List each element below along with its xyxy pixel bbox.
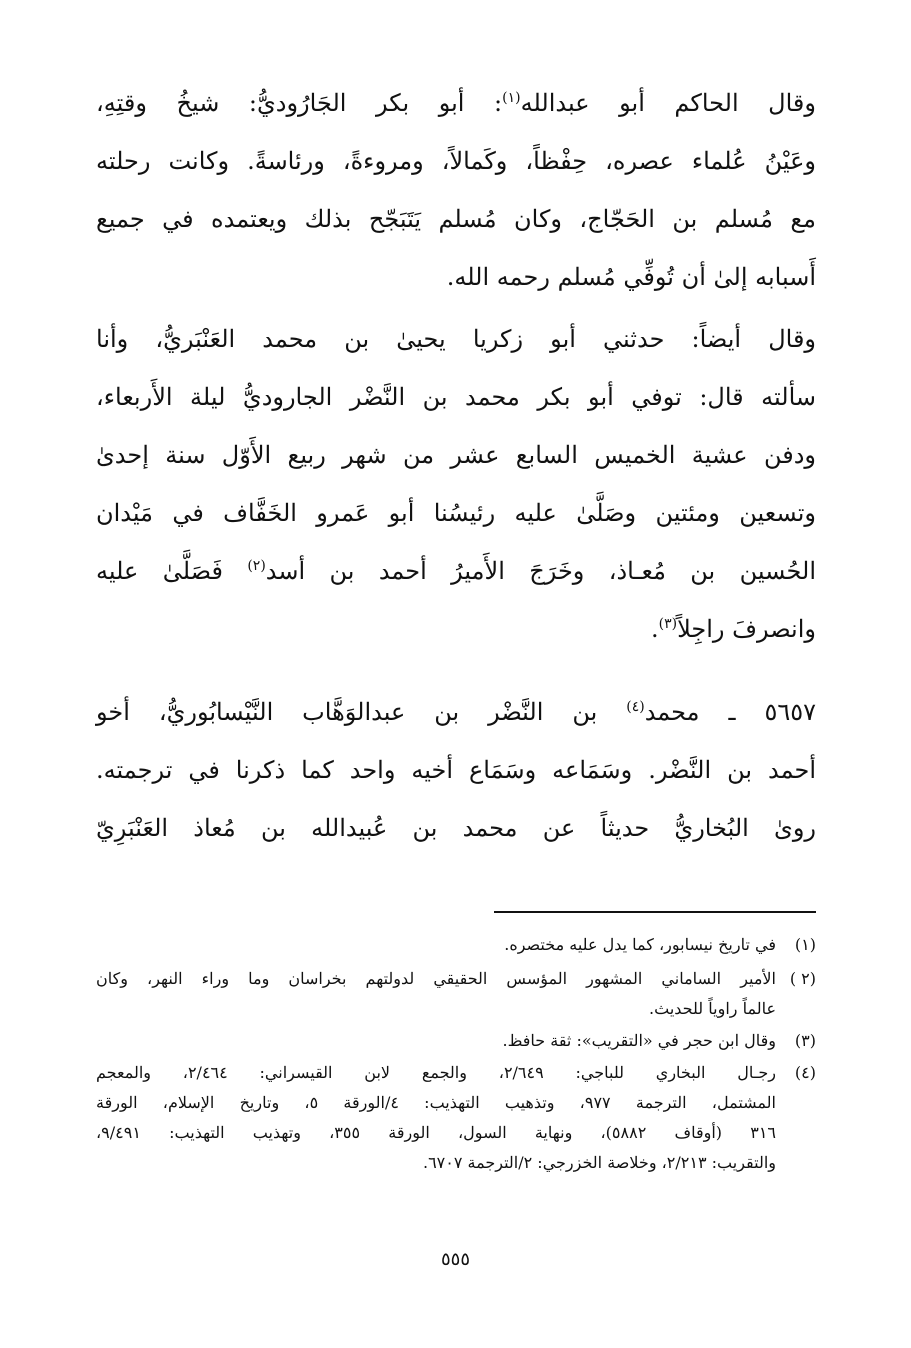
text-segment: ٥٦٥٧ ـ محمد — [644, 698, 817, 726]
footnote-text-line: وقال ابن حجر في «التقريب»: ثقة حافظ. — [502, 1031, 776, 1050]
footnote-text-line: والتقريب: ٢/٢١٣، وخلاصة الخزرجي: ٢/الترجمة ٦٧٠٧. — [422, 1153, 776, 1172]
footnote-1 — [96, 930, 816, 960]
footnote-divider — [494, 911, 816, 913]
footnote-ref-2[interactable]: (٢) — [247, 558, 266, 574]
page-number: ٥٥٥ — [440, 1249, 470, 1270]
footnote-2 — [96, 964, 816, 1024]
footnotes — [96, 930, 816, 1178]
footnote-ref-1[interactable]: (١) — [502, 90, 521, 106]
text-line — [96, 74, 816, 132]
footnote-number: (٤) — [794, 1063, 816, 1082]
text-line: مع مُسلم بن الحَجّاج، وكان مُسلم يَتَبَجّح بذلك ويعتمده في جميع — [96, 205, 816, 233]
text-segment: : أبو بكر الجَارُوديُّ: شيخُ وقتِهِ، — [96, 89, 503, 117]
text-segment: الحُسين بن مُعـاذ، وخَرَجَ الأَميرُ أحمد بن أسد — [265, 557, 816, 585]
text-line — [96, 600, 816, 658]
footnote-3 — [96, 1026, 816, 1056]
paragraph-al-hakim-quote — [96, 74, 816, 306]
text-line: أَسبابه إلىٰ أن تُوفِّي مُسلم رحمه الله. — [446, 263, 816, 291]
footnote-4 — [96, 1058, 816, 1178]
text-line: سألته قال: توفي أبو بكر محمد بن النَّضْر الجاروديُّ ليلة الأَربعاء، — [96, 383, 816, 411]
text-line: روىٰ البُخاريُّ حديثاً عن محمد بن عُبيدالله بن مُعاذ العَنْبَرِيّ — [96, 814, 816, 842]
entry-5657 — [96, 683, 816, 857]
footnote-number: (٢ ) — [789, 969, 816, 988]
footnote-number: (٣) — [794, 1031, 816, 1050]
text-segment: . — [650, 615, 659, 643]
text-line: وقال أيضاً: حدثني أبو زكريا يحيىٰ بن محمد العَنْبَريُّ، وأنا — [96, 325, 816, 353]
text-segment: وقال الحاكم أبو عبدالله — [520, 89, 816, 117]
text-segment: وانصرفَ راجِلاً — [677, 615, 816, 643]
text-line: ودفن عشية الخميس السابع عشر من شهر ربيع الأَوّل سنة إحدىٰ — [96, 441, 816, 469]
paragraph-death-report — [96, 310, 816, 658]
text-segment: فَصَلَّىٰ عليه — [96, 557, 248, 585]
footnote-ref-4[interactable]: (٤) — [626, 699, 645, 715]
footnote-text-line: الأمير الساماني المشهور المؤسس الحقيقي لدولتهم بخراسان وما وراء النهر، وكان — [96, 969, 776, 988]
text-line: وعَيْنُ عُلماء عصره، حِفْظاً، وكَمالاً، ومروءةً، ورئاسةً. وكانت رحلته — [96, 147, 816, 175]
text-segment: بن النَّضْر بن عبدالوَهَّاب النَّيْسابُوريُّ، أخو — [96, 698, 627, 726]
footnote-text-line: في تاريخ نيسابور، كما يدل عليه مختصره. — [504, 935, 776, 954]
footnote-text-line: عالماً راوياً للحديث. — [649, 999, 776, 1018]
entry-heading-line — [96, 683, 816, 741]
footnote-ref-3[interactable]: (٣) — [658, 616, 678, 632]
footnote-number: (١) — [794, 935, 816, 954]
footnote-text-line: رجـال البخاري للباجي: ٢/٦٤٩، والجمع لابن القيسراني: ٢/٤٦٤، والمعجم — [96, 1063, 776, 1082]
text-line — [96, 542, 816, 600]
footnote-text-line: ٣١٦ (أوقاف ٥٨٨٢)، ونهاية السول، الورقة ٣٥٥، وتهذيب التهذيب: ٩/٤٩١، — [96, 1123, 776, 1142]
text-line: أحمد بن النَّضْر. وسَمَاعه وسَمَاع أخيه واحد كما ذكرنا في ترجمته. — [96, 756, 817, 784]
text-line: وتسعين ومئتين وصَلَّىٰ عليه رئيسُنا أبو عَمرو الخَفَّاف في مَيْدان — [96, 499, 816, 527]
footnote-text-line: المشتمل، الترجمة ٩٧٧، وتذهيب التهذيب: ٤/الورقة ٥، وتاريخ الإسلام، الورقة — [96, 1093, 776, 1112]
